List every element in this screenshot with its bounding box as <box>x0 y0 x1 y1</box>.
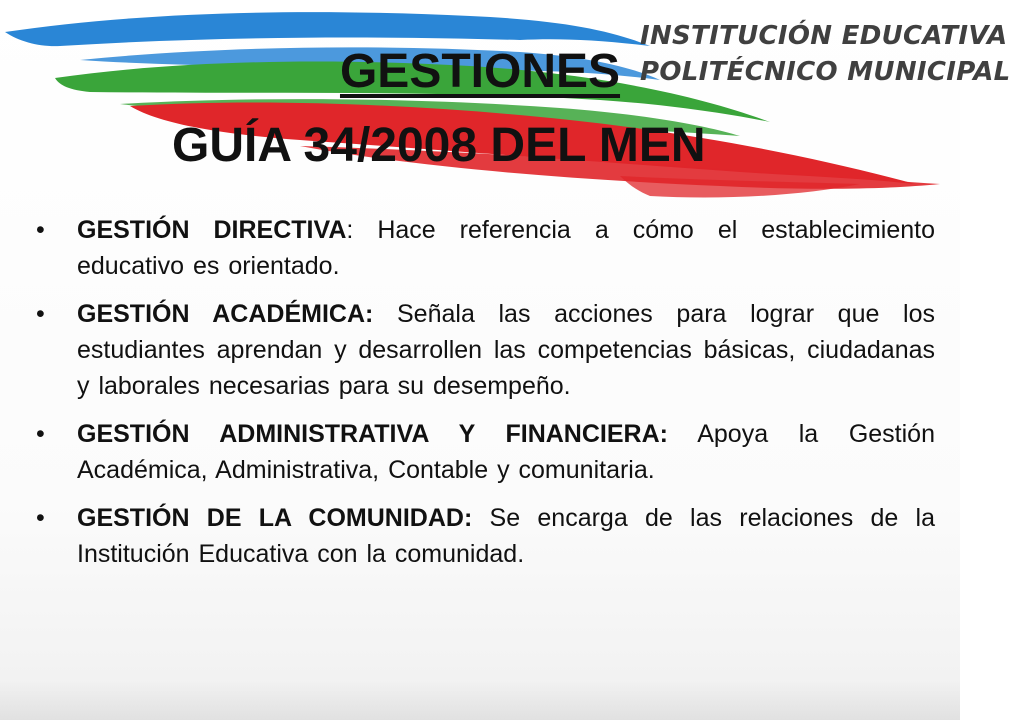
bullet-label: GESTIÓN DE LA COMUNIDAD: <box>77 504 473 532</box>
bullet-gestion-directiva <box>30 212 935 284</box>
bullet-separator <box>373 300 397 328</box>
bullet-text: Hace referencia a cómo el establecimiento educativo es orientado. <box>77 216 935 280</box>
bullet-text: Señala las acciones para lograr que los estudiantes aprendan y desarrollen las competencias básicas, ciudadanas y laborales necesarias para su desempeño. <box>77 300 935 400</box>
logo-line-2: POLITÉCNICO MUNICIPAL <box>640 57 1010 87</box>
bullet-dot: • <box>36 504 45 532</box>
bullet-separator: : <box>346 216 378 244</box>
slide-title: GESTIONES <box>339 45 621 98</box>
bullet-dot: • <box>36 216 45 244</box>
bullet-gestion-administrativa <box>30 416 935 488</box>
bullet-separator <box>472 504 489 532</box>
bullet-label: GESTIÓN DIRECTIVA <box>77 216 347 244</box>
bullet-dot: • <box>36 300 45 328</box>
bullet-gestion-comunidad <box>30 500 935 572</box>
bullet-label: GESTIÓN ACADÉMICA: <box>77 300 374 328</box>
slide-subtitle: GUÍA 34/2008 DEL MEN <box>172 119 706 172</box>
bullet-separator <box>668 420 697 448</box>
bullet-text: Apoya la Gestión Académica, Administrativa, Contable y comunitaria. <box>77 420 935 484</box>
bullet-gestion-academica <box>30 296 935 404</box>
logo-line-1: INSTITUCIÓN EDUCATIVA <box>640 21 1008 51</box>
bullet-text: Se encarga de las relaciones de la Institución Educativa con la comunidad. <box>77 504 935 568</box>
bullet-dot: • <box>36 420 45 448</box>
bullet-list <box>30 212 935 584</box>
bullet-label: GESTIÓN ADMINISTRATIVA Y FINANCIERA: <box>77 420 668 448</box>
